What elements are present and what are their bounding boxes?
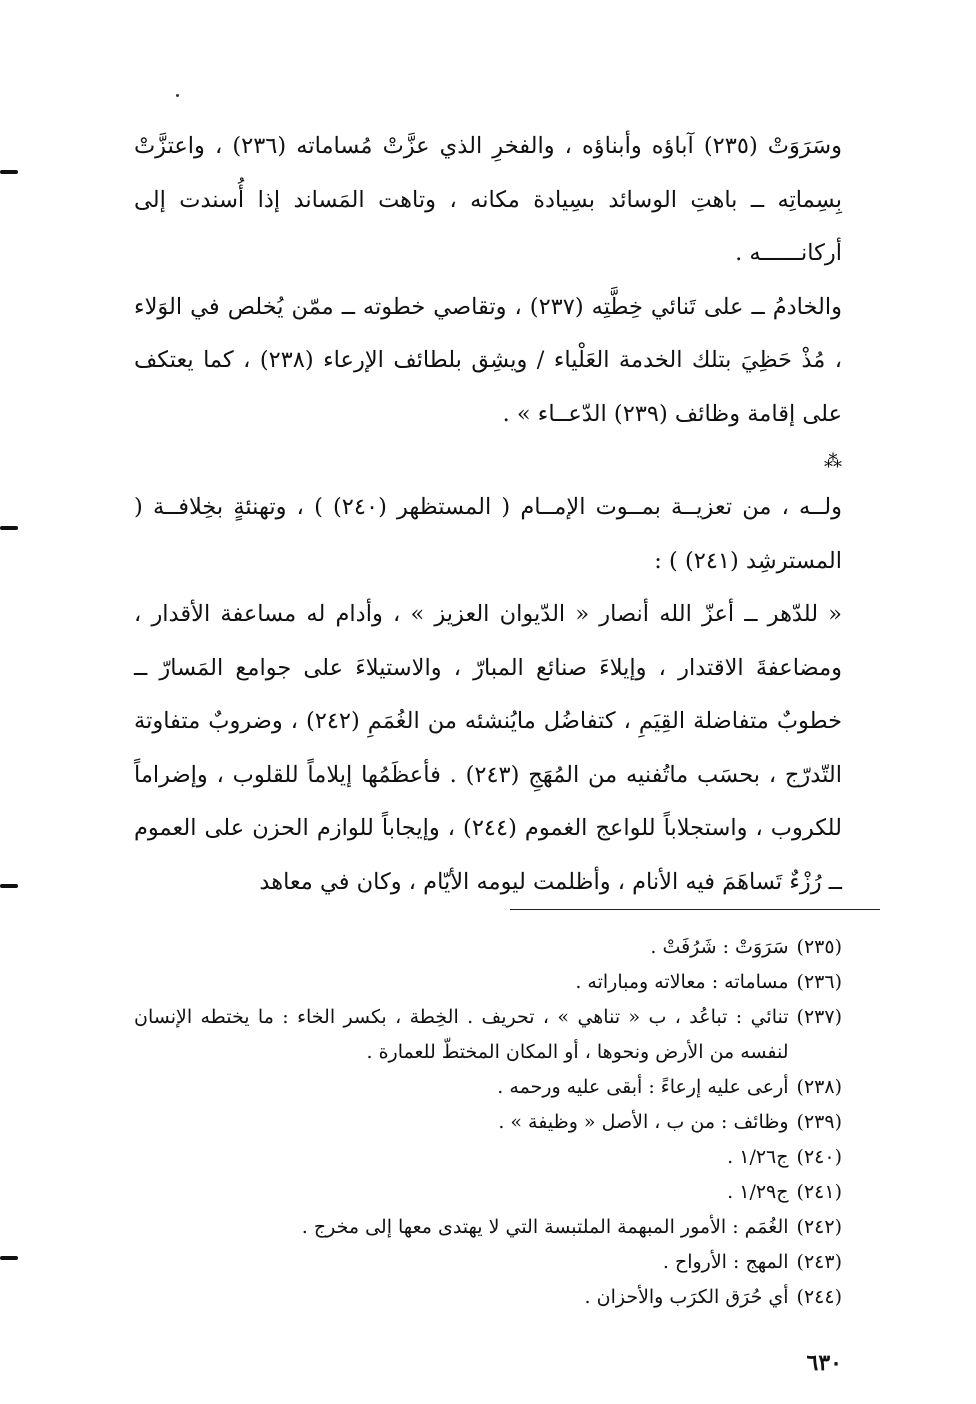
footnote-number: (٢٤٢) [796, 1216, 842, 1238]
letter-text: « للدّهر ــ أعزّ الله أنصار « الدّيوان العزيز » ، وأدام له مساعفة الأقدار ، ومضاعفةَ الاقتدار ، وإيلاءَ صنائع المبارّ ، والاستيلاءَ على جوامع المَسارّ ــ خطوبٌ متفاضلة القِيَمِ ، كتفاضُل مايُنشئه من الغُمَمِ (٢٤٢) ، وضروبٌ متفاوتة التّدرّج ، بحسَب ماتُفنيه من المُهَجِ (٢٤٣) . فأعظَمُها إيلاماً للقلوب ، وإضراماً للكروب ، واستجلاباً للواعج الغموم (٢٤٤) ، وإيجاباً للوازم الحزن على العموم ــ رُزْءٌ تَساهَمَ فيه الأنام ، وأظلمت ليومه الأيّام ، وكان في معاهد [134, 601, 842, 895]
paragraph-1: وسَرَوَتْ (٢٣٥) آباؤه وأبناؤه ، والفخرِ الذي عزَّتْ مُساماته (٢٣٦) ، واعتزَّتْ بِسِماتِه ــ باهتِ الوسائد بسِيادة مكانه ، وتاهت المَساند إذا أُسندت إلى أركانــــــه . [134, 133, 842, 266]
footnote-text: الغُمَم : الأمور المبهمة الملتبسة التي لا يهتدى معها إلى مخرج . [301, 1216, 789, 1238]
margin-mark [0, 526, 18, 530]
footnote-number: (٢٣٨) [796, 1076, 842, 1098]
footnote-text: تنائي : تباعُد ، ب « تناهي » ، تحريف . الخِطة ، بكسر الخاء : ما يختطه الإنسان لنفسه من الأرض ونحوها ، أو المكان المختطّ للعمارة . [134, 1006, 789, 1063]
footnote-item [134, 1280, 842, 1315]
footnote-item [134, 1245, 842, 1280]
footnote-number: (٢٤٤) [796, 1286, 842, 1308]
footnote-item [134, 1070, 842, 1105]
footnote-number: (٢٣٥) [796, 936, 842, 958]
footnote-separator [510, 909, 880, 910]
footnote-item [134, 1105, 842, 1140]
margin-mark [0, 884, 18, 888]
footnote-text: أرعى عليه إرعاءً : أبقى عليه ورحمه . [497, 1076, 789, 1098]
footnote-number: (٢٤٠) [796, 1146, 842, 1168]
footnote-item [134, 1140, 842, 1175]
footnote-number: (٢٤٣) [796, 1251, 842, 1273]
footnote-text: ج١/٢٩ . [727, 1181, 789, 1203]
footnote-number: (٢٤١) [796, 1181, 842, 1203]
scan-speck [176, 94, 179, 97]
main-text [134, 120, 842, 909]
footnote-text: المهج : الأرواح . [662, 1251, 789, 1273]
footnote-text: سَرَوَتْ : شَرُفَتْ . [650, 936, 789, 958]
footnote-item [134, 1175, 842, 1210]
footnote-text: أي حُرَق الكرَب والأحزان . [584, 1286, 789, 1308]
footnote-number: (٢٣٩) [796, 1111, 842, 1133]
paragraph-2: والخادمُ ــ على تَنائي خِطَّتِه (٢٣٧) ، وتقاصي خطوته ــ ممّن يُخلص في الوَلاء ، مُذْ حَظِيَ بتلك الخدمة العَلْياء / ويشِق بلطائف الإرعاء (٢٣٨) ، كما يعتكف على إقامة وظائف (٢٣٩) الدّعــاء » . [134, 293, 843, 427]
section-heading: ولــه ، من تعزيــة بمــوت الإمــام ( المستظهر (٢٤٠) ) ، وتهنئةٍ بخِلافــة ( المسترشِد (٢٤١) ) : [134, 494, 842, 574]
footnote-item [134, 1210, 842, 1245]
footnote-text: ج١/٢٦ . [727, 1146, 789, 1168]
footnotes [134, 930, 842, 1315]
margin-mark [0, 170, 18, 174]
footnote-text: مساماته : معالاته ومباراته . [575, 971, 789, 993]
footnote-number: (٢٣٦) [796, 971, 842, 993]
margin-mark [0, 1256, 18, 1260]
footnote-item [134, 1000, 842, 1070]
footnote-item [134, 930, 842, 965]
footnote-number: (٢٣٧) [796, 1006, 842, 1028]
section-stars: ⁂ [824, 451, 842, 472]
footnote-item [134, 965, 842, 1000]
footnote-text: وظائف : من ب ، الأصل « وظيفة » . [498, 1111, 789, 1133]
page-number: ٦٣٠ [806, 1350, 842, 1376]
